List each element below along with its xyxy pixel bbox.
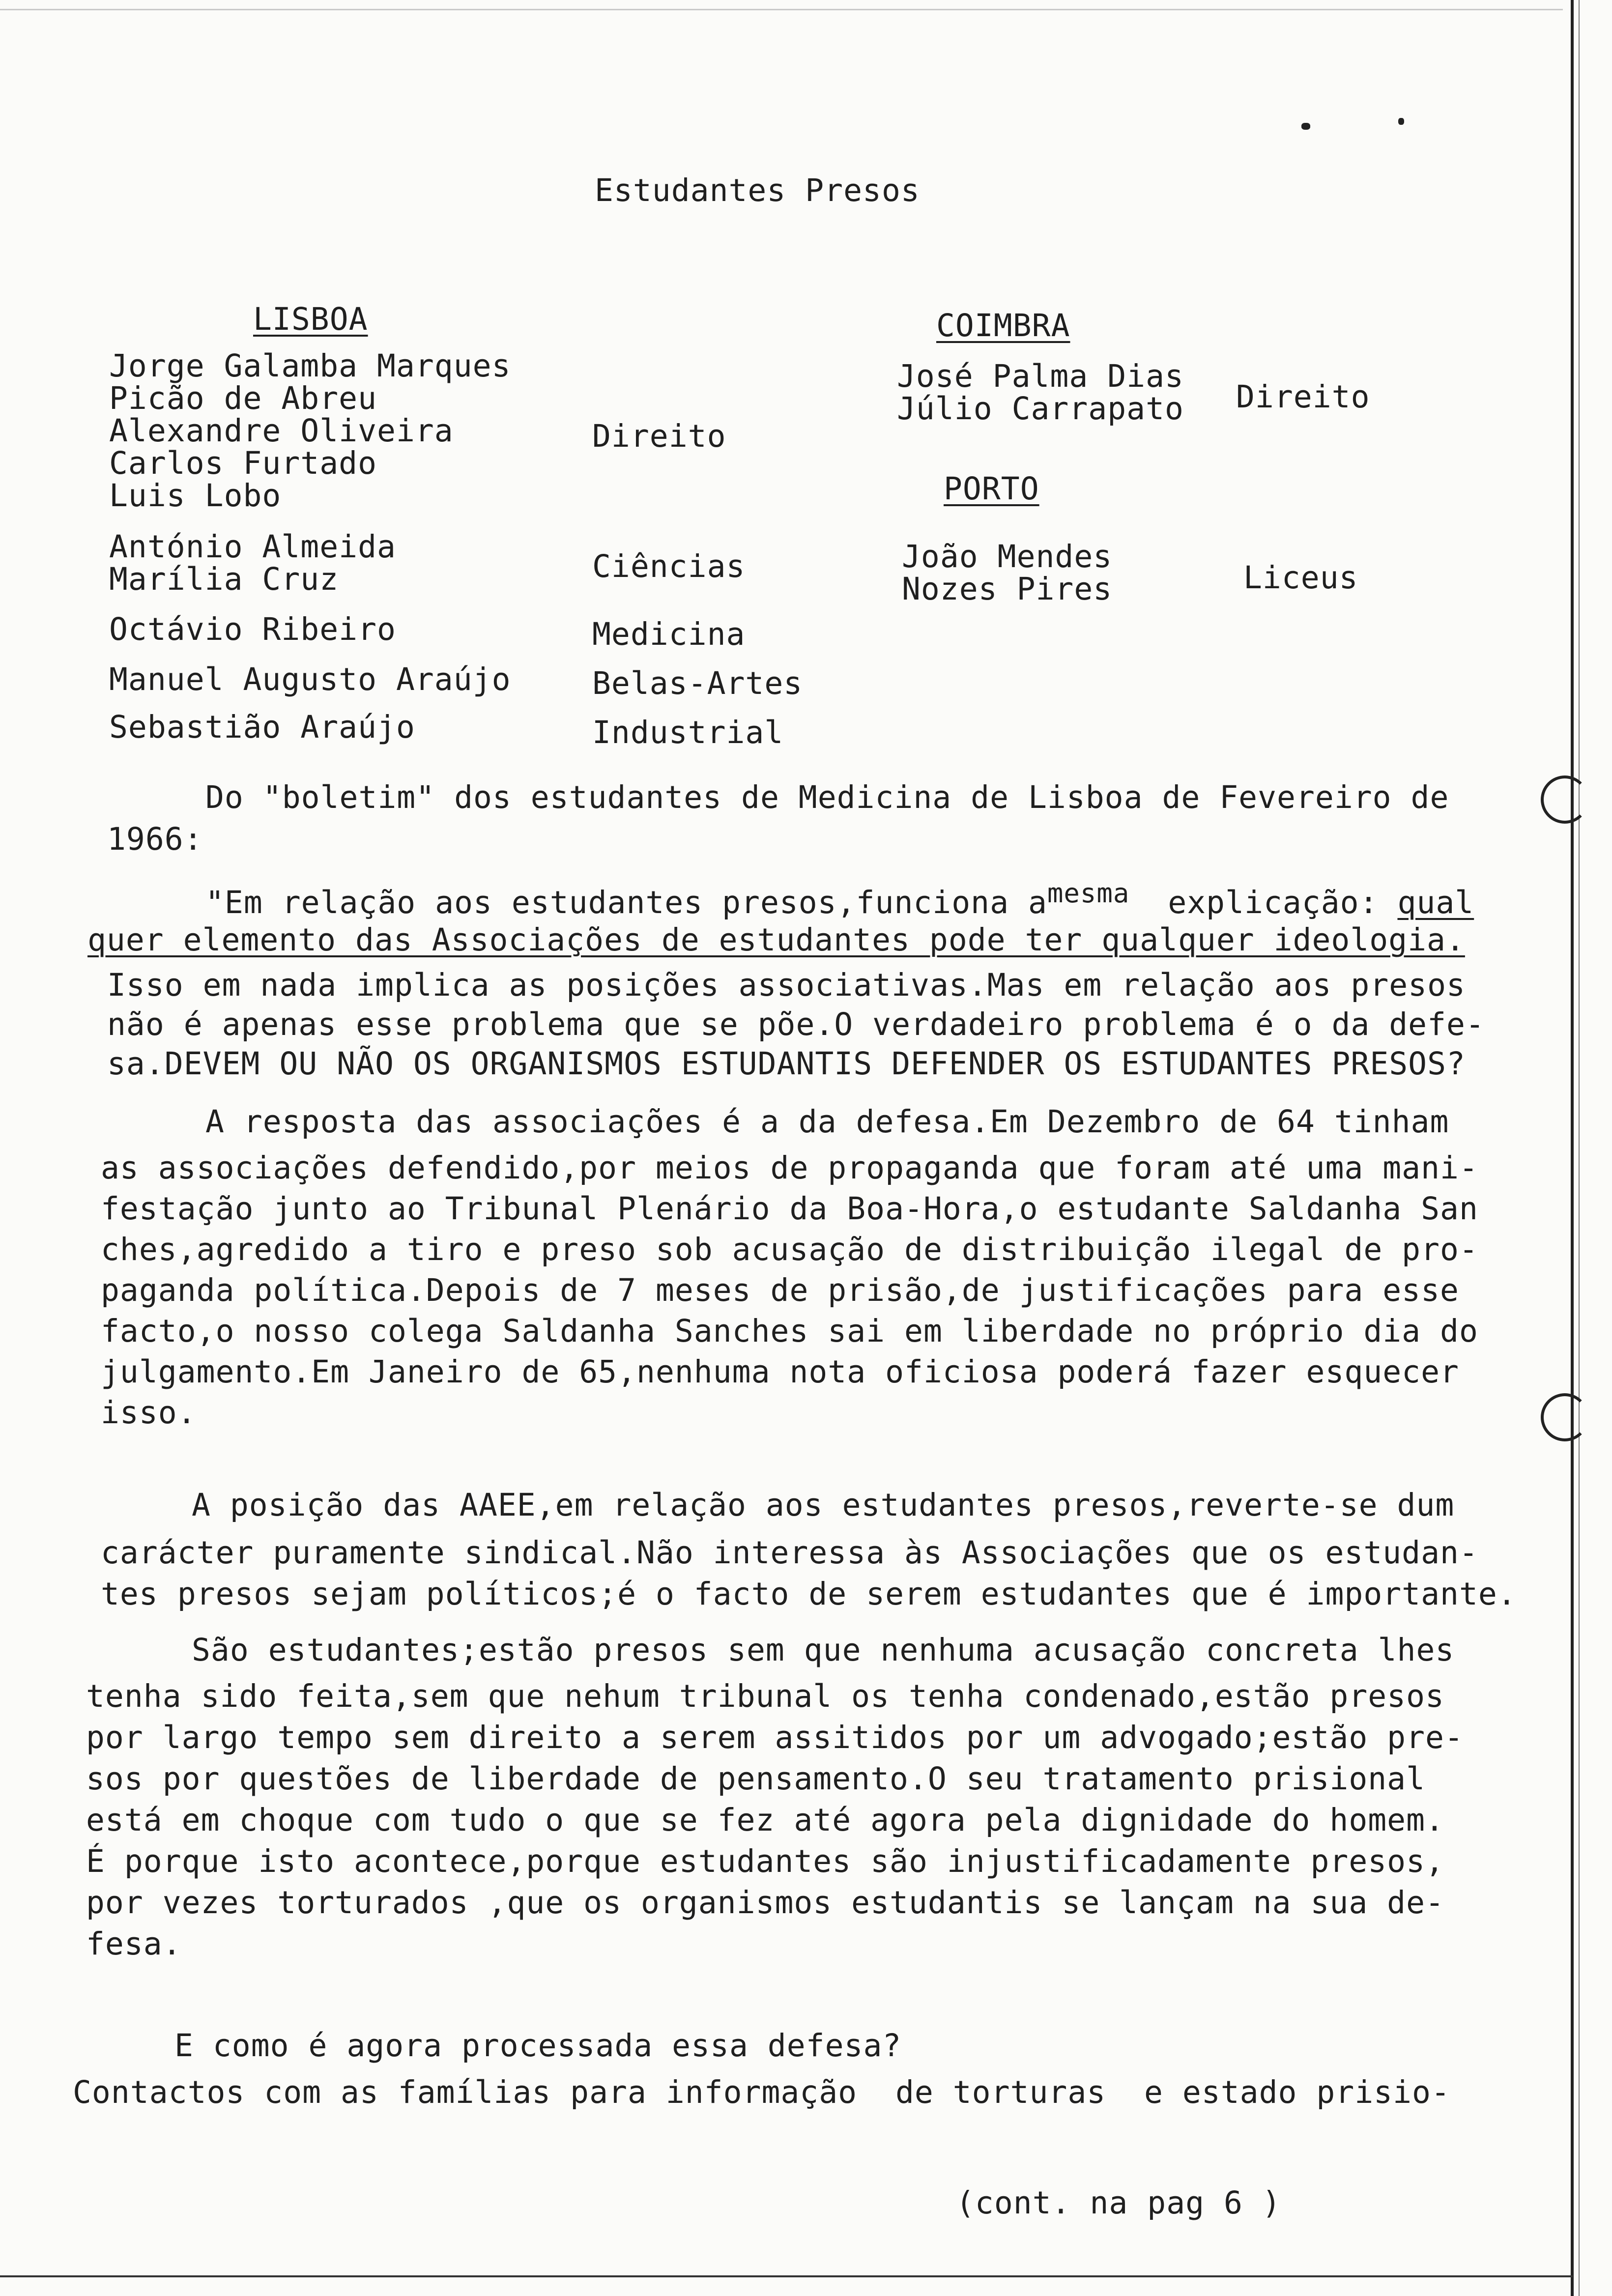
paragraph-line: A posição das AAEE,em relação aos estudantes presos,reverte-se dum bbox=[192, 1487, 1455, 1523]
paragraph-line: Contactos com as famílias para informação de torturas e estado prisio- bbox=[73, 2074, 1450, 2110]
paragraph-line: É porque isto acontece,porque estudantes são injustificadamente presos, bbox=[86, 1843, 1444, 1879]
faculty-label: Industrial bbox=[592, 715, 784, 750]
faculty-label: Direito bbox=[1236, 379, 1370, 415]
paragraph-line: tenha sido feita,sem que nehum tribunal os tenha condenado,estão presos bbox=[86, 1678, 1444, 1714]
paragraph-3 bbox=[101, 1532, 1517, 1615]
faculty-label: Belas-Artes bbox=[592, 665, 803, 701]
paragraph-line: carácter puramente sindical.Não interessa às Associações que os estudan- bbox=[101, 1535, 1478, 1571]
paragraph-line: está em choque com tudo o que se fez até agora pela dignidade do homem. bbox=[86, 1802, 1444, 1838]
student-name: Júlio Carrapato bbox=[897, 391, 1184, 427]
quote-superscript: mesma bbox=[1047, 878, 1130, 909]
paragraph-line: A resposta das associações é a da defesa.Em Dezembro de 64 tinham bbox=[205, 1104, 1449, 1140]
punch-hole-top bbox=[1541, 775, 1589, 824]
scan-edge-top bbox=[0, 9, 1563, 10]
student-name: António Almeida bbox=[109, 529, 396, 565]
paragraph-line: as associações defendido,por meios de propaganda que foram até uma mani- bbox=[101, 1150, 1478, 1186]
page-title: Estudantes Presos bbox=[595, 172, 920, 208]
quote-text: "Em relação aos estudantes presos,funciona a bbox=[205, 885, 1047, 920]
ink-speck bbox=[1301, 123, 1310, 130]
faculty-label: Direito bbox=[592, 418, 726, 454]
student-name: Jorge Galamba Marques bbox=[109, 348, 511, 384]
scan-edge-right bbox=[1571, 0, 1574, 2296]
paragraph-line: por vezes torturados ,que os organismos estudantis se lançam na sua de- bbox=[86, 1885, 1444, 1921]
quote-lines bbox=[107, 966, 1485, 1084]
intro-line: 1966: bbox=[107, 821, 203, 857]
faculty-label: Liceus bbox=[1243, 560, 1358, 596]
paragraph-line: julgamento.Em Janeiro de 65,nenhuma nota oficiosa poderá fazer esquecer bbox=[101, 1354, 1459, 1390]
student-name: Picão de Abreu bbox=[109, 380, 377, 416]
lisboa-direito-names bbox=[109, 350, 511, 512]
paragraph-line: sos por questões de liberdade de pensamento.O seu tratamento prisional bbox=[86, 1761, 1426, 1797]
quote-line: quer elemento das Associações de estudantes pode ter qualquer ideologia. bbox=[87, 922, 1465, 958]
lisboa-heading: LISBOA bbox=[253, 301, 368, 337]
student-name: José Palma Dias bbox=[897, 358, 1184, 394]
scan-edge-right-thin bbox=[1579, 0, 1580, 2296]
quote-text: explicação: bbox=[1168, 885, 1379, 920]
student-name: Luis Lobo bbox=[109, 478, 282, 514]
continuation-note: (cont. na pag 6 ) bbox=[956, 2185, 1281, 2221]
faculty-label: Ciências bbox=[592, 548, 746, 584]
punch-hole-bottom bbox=[1541, 1393, 1589, 1441]
porto-names bbox=[902, 541, 1112, 605]
student-name: Alexandre Oliveira bbox=[109, 413, 454, 449]
student-name: Carlos Furtado bbox=[109, 445, 377, 481]
paragraph-line: fesa. bbox=[86, 1926, 182, 1962]
ink-speck bbox=[1398, 118, 1404, 125]
student-name: João Mendes bbox=[902, 539, 1113, 574]
paragraph-2 bbox=[101, 1148, 1478, 1433]
student-name: Marília Cruz bbox=[109, 561, 339, 597]
quote-line: sa.DEVEM OU NÃO OS ORGANISMOS ESTUDANTIS DEFENDER OS ESTUDANTES PRESOS? bbox=[107, 1046, 1466, 1082]
lisboa-ciencias-names bbox=[109, 531, 396, 596]
student-name: Nozes Pires bbox=[902, 571, 1113, 607]
quote-line: Isso em nada implica as posições associativas.Mas em relação aos presos bbox=[107, 967, 1466, 1003]
student-name: Sebastião Araújo bbox=[109, 709, 415, 745]
paragraph-line: tes presos sejam políticos;é o facto de serem estudantes que é importante. bbox=[101, 1576, 1517, 1612]
quote-line: não é apenas esse problema que se põe.O verdadeiro problema é o da defe- bbox=[107, 1006, 1485, 1042]
paragraph-line: E como é agora processada essa defesa? bbox=[174, 2028, 902, 2064]
paragraph-3-continued bbox=[86, 1676, 1464, 1965]
paragraph-line: ches,agredido a tiro e preso sob acusação de distribuição ilegal de pro- bbox=[101, 1232, 1478, 1267]
faculty-label: Medicina bbox=[592, 616, 746, 652]
scan-edge-bottom bbox=[0, 2275, 1573, 2277]
quote-first-line bbox=[205, 877, 1474, 919]
student-name: Octávio Ribeiro bbox=[109, 611, 396, 647]
porto-heading: PORTO bbox=[944, 471, 1039, 507]
paragraph-line: festação junto ao Tribunal Plenário da Boa-Hora,o estudante Saldanha San bbox=[101, 1191, 1478, 1227]
student-name: Manuel Augusto Araújo bbox=[109, 661, 511, 697]
paragraph-line: paganda política.Depois de 7 meses de prisão,de justificações para esse bbox=[101, 1272, 1459, 1308]
paragraph-line: por largo tempo sem direito a serem assitidos por um advogado;estão pre- bbox=[86, 1720, 1464, 1755]
intro-line: Do "boletim" dos estudantes de Medicina de Lisboa de Fevereiro de bbox=[205, 779, 1449, 815]
quote-underlined: qual bbox=[1397, 885, 1474, 920]
paragraph-line: São estudantes;estão presos sem que nenhuma acusação concreta lhes bbox=[192, 1632, 1455, 1668]
coimbra-heading: COIMBRA bbox=[936, 308, 1070, 344]
paragraph-line: isso. bbox=[101, 1395, 197, 1431]
paragraph-line: facto,o nosso colega Saldanha Sanches sai em liberdade no próprio dia do bbox=[101, 1313, 1478, 1349]
coimbra-names bbox=[897, 360, 1184, 425]
